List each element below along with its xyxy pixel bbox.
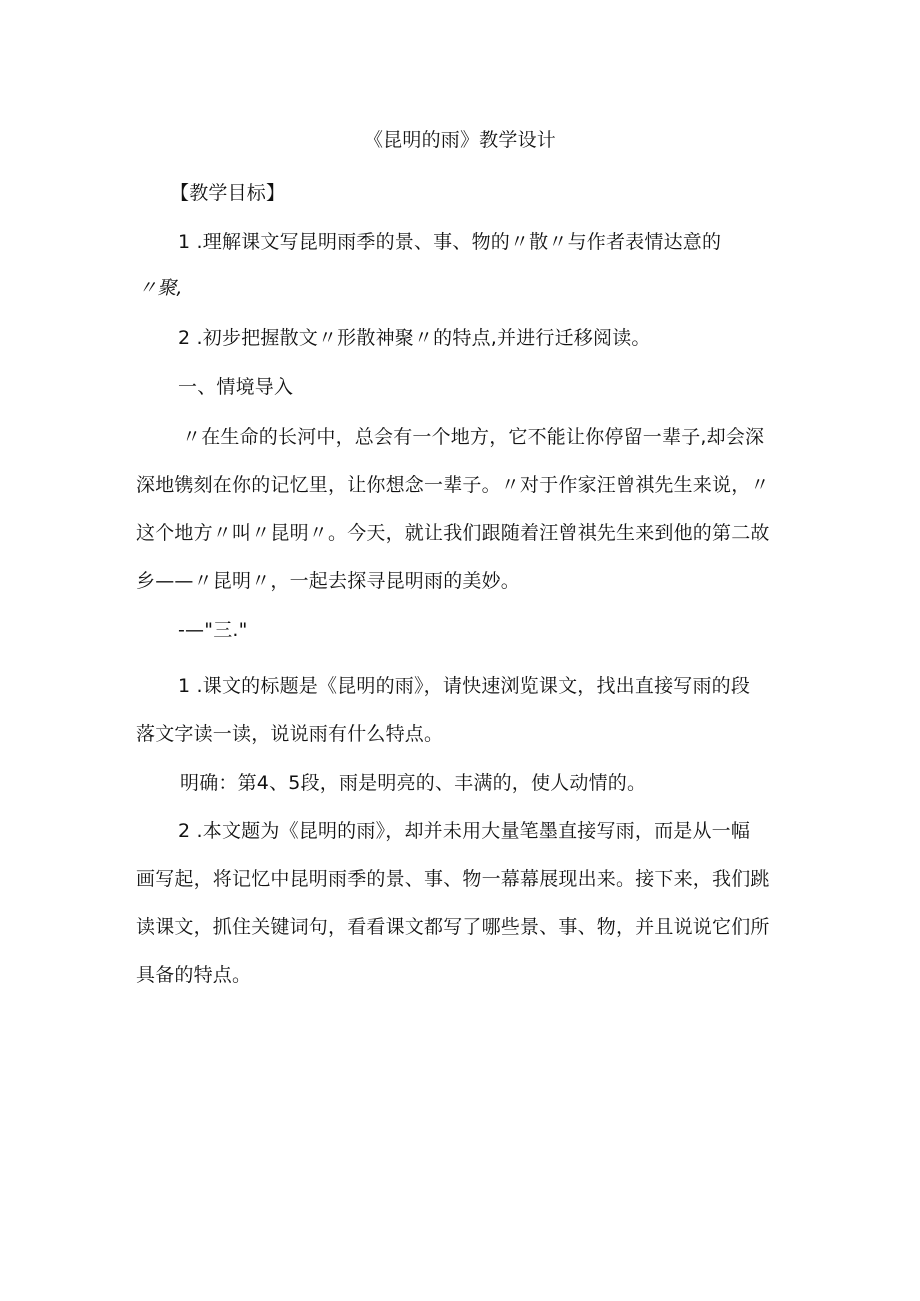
objective-1-line-2: 〃聚, — [138, 277, 183, 299]
answer-line: 明确：第4、5段，雨是明亮的、丰满的，使人动情的。 — [180, 772, 647, 794]
section-heading-garbled: -—"三." — [178, 619, 248, 641]
section-heading-intro: 一、情境导入 — [178, 376, 294, 398]
task-2-line-1: 2 .本文题为《昆明的雨》，却并未用大量笔墨直接写雨，而是从一幅 — [178, 820, 751, 842]
intro-paragraph-line-1: 〃在生命的长河中，总会有一个地方，它不能让你停留一辈子,却会深 — [182, 426, 765, 448]
task-1-line-2: 落文字读一读，说说雨有什么特点。 — [136, 723, 444, 745]
document-title: 《昆明的雨》教学设计 — [363, 129, 556, 151]
task-2-line-3: 读课文，抓住关键词句，看看课文都写了哪些景、事、物，并且说说它们所 — [136, 916, 770, 938]
intro-paragraph-line-4: 乡——〃昆明〃，一起去探寻昆明雨的美妙。 — [136, 570, 521, 592]
objective-1-line-1: 1 .理解课文写昆明雨季的景、事、物的〃散〃与作者表情达意的 — [178, 231, 722, 253]
section-heading-objectives: 【教学目标】 — [170, 182, 286, 204]
task-2-line-2: 画写起，将记忆中昆明雨季的景、事、物一幕幕展现出来。接下来，我们跳 — [136, 868, 770, 890]
task-2-line-4: 具备的特点。 — [136, 964, 252, 986]
objective-2: 2 .初步把握散文〃形散神聚〃的特点,并进行迁移阅读。 — [178, 327, 651, 349]
intro-paragraph-line-3: 这个地方〃叫〃昆明〃。今天，就让我们跟随着汪曾祺先生来到他的第二故 — [136, 522, 770, 544]
intro-paragraph-line-2: 深地镌刻在你的记忆里，让你想念一辈子。〃对于作家汪曾祺先生来说，〃 — [136, 474, 770, 496]
task-1-line-1: 1 .课文的标题是《昆明的雨》，请快速浏览课文，找出直接写雨的段 — [178, 675, 751, 697]
